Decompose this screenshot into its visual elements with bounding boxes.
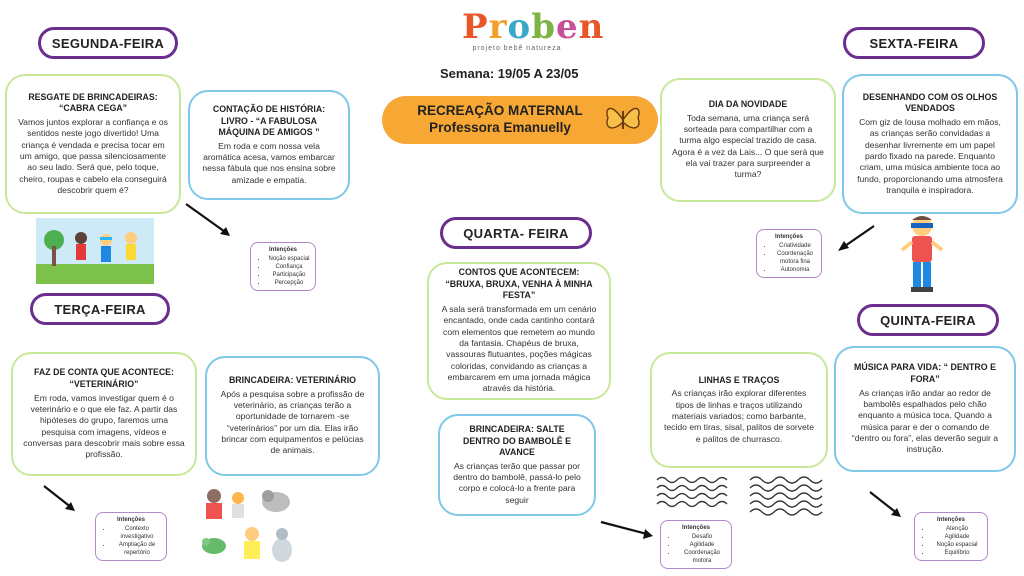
card-dia-da-novidade <box>660 78 836 202</box>
day-thursday: QUINTA-FEIRA <box>857 304 999 336</box>
card-title: MÚSICA PARA VIDA: “ DENTRO E FORA” <box>854 362 996 384</box>
banner-teacher: Professora Emanuelly <box>429 120 571 135</box>
kids-playing-illustration <box>36 218 154 284</box>
veterinarian-kids-illustration <box>196 484 300 570</box>
card-title: RESGATE DE BRINCADEIRAS: “CABRA CEGA” <box>28 91 158 114</box>
intention-item: • Agilidade <box>677 541 727 549</box>
intention-item: • Ampliação de repertório <box>112 541 162 557</box>
card-title: BRINCADEIRA: VETERINÁRIO <box>228 375 357 386</box>
butterfly-icon <box>602 101 644 139</box>
day-monday: SEGUNDA-FEIRA <box>38 27 178 59</box>
intention-item: • Atenção <box>931 525 983 533</box>
intentions-heading: Intenções <box>936 517 965 523</box>
intention-item: • Contexto investigativo <box>112 525 162 541</box>
day-wednesday: QUARTA- FEIRA <box>440 217 592 249</box>
intention-item: • Participação <box>267 271 311 279</box>
card-text: Com giz de lousa molhado em mãos, as crianças serão convidadas a desenhar livremente em um papel pardo fixado na parede. Enquanto criam, uma música ambiente toca ao fundo, proporcionando uma atmosfera tranquila e inspiradora. <box>857 116 1003 195</box>
week-range: Semana: 19/05 A 23/05 <box>440 66 579 81</box>
card-text: Em roda e com nossa vela aromática acesa, vamos embarcar nessa fábula que nos ensina sobre amizade e empatia. <box>202 140 336 185</box>
card-brincadeira-veterinario <box>205 356 380 476</box>
card-contacao-historia <box>188 90 350 200</box>
card-text: A sala será transformada em um cenário encantado, onde cada cantinho contará com elementos que remetem ao mundo da fantasia. Chapéus de bruxa, vassouras flutuantes, poções mágicas coloridas, convidando as crianças a embarcarem em uma jornada mágica através da história. <box>441 304 597 394</box>
card-linhas-tracos <box>650 352 828 468</box>
blindfolded-child-illustration <box>898 214 946 294</box>
proben-logo <box>462 7 605 58</box>
intention-item: • Autonomia <box>773 266 817 274</box>
card-veterinario-faz-de-conta <box>11 352 197 476</box>
card-text: Vamos juntos explorar a confiança e os sentidos neste jogo divertido! Uma criança é vendada e precisa tocar em um amigo, que passa silenciosamente ao seu lado. Será que, pelo toque, cheiro, roupas e cabelo ela conseguirá descobrir quem é? <box>18 116 168 195</box>
card-musica-dentro-fora <box>834 346 1016 472</box>
card-title: CONTOS QUE ACONTECEM: “BRUXA, BRUXA, VENHA À MINHA FESTA” <box>445 267 593 301</box>
card-title: DESENHANDO COM OS OLHOS VENDADOS <box>862 91 998 114</box>
intentions-wednesday <box>660 520 732 569</box>
card-desenhando-vendados <box>842 74 1018 214</box>
card-title: LINHAS E TRAÇOS <box>698 374 780 385</box>
intention-item: • Coordenação motora fina <box>773 250 817 266</box>
card-title: DIA DA NOVIDADE <box>708 99 788 110</box>
card-text: Após a pesquisa sobre a profissão de veterinário, as crianças terão a oportunidade de tornarem -se “veterinários” por um dia. Elas irão brincar com equipamentos e pelúcias de animais. <box>220 388 365 456</box>
intention-item: • Criatividade <box>773 242 817 250</box>
card-text: As crianças irão explorar diferentes tipos de linhas e traços utilizando materiais variados; como barbante, tecido em tiras, sisal, palitos de sorvete e palitos de churrasco. <box>664 388 814 444</box>
card-text: As crianças terão que passar por dentro do bambolê, passá-lo pelo corpo e colocá-lo a frente para seguir <box>453 460 581 505</box>
arrow-icon <box>40 482 80 514</box>
card-title: FAZ DE CONTA QUE ACONTECE: “VETERINÁRIO” <box>34 367 174 389</box>
card-cabra-cega <box>5 74 181 214</box>
arrow-icon <box>866 488 906 522</box>
intention-item: • Desafio <box>677 533 727 541</box>
intention-item: • Percepção <box>267 279 311 287</box>
card-text: Toda semana, uma criança será sorteada para compartilhar com a turma algo especial trazido de casa. Agora é a vez da Lais... O que será que ela vai trazer para surpreender a turma? <box>672 112 824 180</box>
day-friday: SEXTA-FEIRA <box>843 27 985 59</box>
card-text: Em roda, vamos investigar quem é o veterinário e o que ele faz. A partir das hipóteses do grupo, faremos uma pesquisa com imagens, vídeos e conversas para descobrir mais sobre essa profissão. <box>23 392 185 460</box>
intentions-tuesday <box>95 512 167 561</box>
intentions-thursday <box>914 512 988 561</box>
title-banner <box>382 96 658 144</box>
logo-tagline: projeto bebê natureza <box>472 45 562 52</box>
card-title: CONTAÇÃO DE HISTÓRIA: LIVRO - “A FABULOSA MÁQUINA DE AMIGOS ” <box>212 103 326 138</box>
intentions-heading: Intenções <box>268 247 297 253</box>
intention-item: • Coordenação motora <box>677 549 727 565</box>
arrow-icon <box>182 200 236 240</box>
banner-title: RECREAÇÃO MATERNAL <box>417 103 583 119</box>
wavy-lines-illustration <box>655 474 825 518</box>
intentions-friday <box>756 229 822 278</box>
intention-item: • Noção espacial <box>267 255 311 263</box>
intention-item: • Equilíbrio <box>931 549 983 557</box>
intention-item: • Agilidade <box>931 533 983 541</box>
intention-item: • Noção espacial <box>931 541 983 549</box>
intentions-heading: Intenções <box>681 525 710 531</box>
logo-text: Proben <box>462 7 605 47</box>
card-contos-bruxa <box>427 262 611 400</box>
day-tuesday: TERÇA-FEIRA <box>30 293 170 325</box>
card-salte-bambole <box>438 414 596 516</box>
intentions-heading: Intenções <box>774 234 803 240</box>
intention-item: • Confiança <box>267 263 311 271</box>
intentions-monday <box>250 242 316 291</box>
intentions-heading: Intenções <box>116 517 145 523</box>
arrow-icon <box>832 222 878 254</box>
arrow-icon <box>597 516 657 542</box>
card-title: BRINCADEIRA: SALTE DENTRO DO BAMBOLÊ E AVANCE <box>462 423 571 458</box>
card-text: As crianças irão andar ao redor de bambolês espalhados pelo chão enquanto a música toca. Quando a música parar e der o comando de “dentro ou fora”, elas deverão seguir a instrução. <box>851 387 999 455</box>
